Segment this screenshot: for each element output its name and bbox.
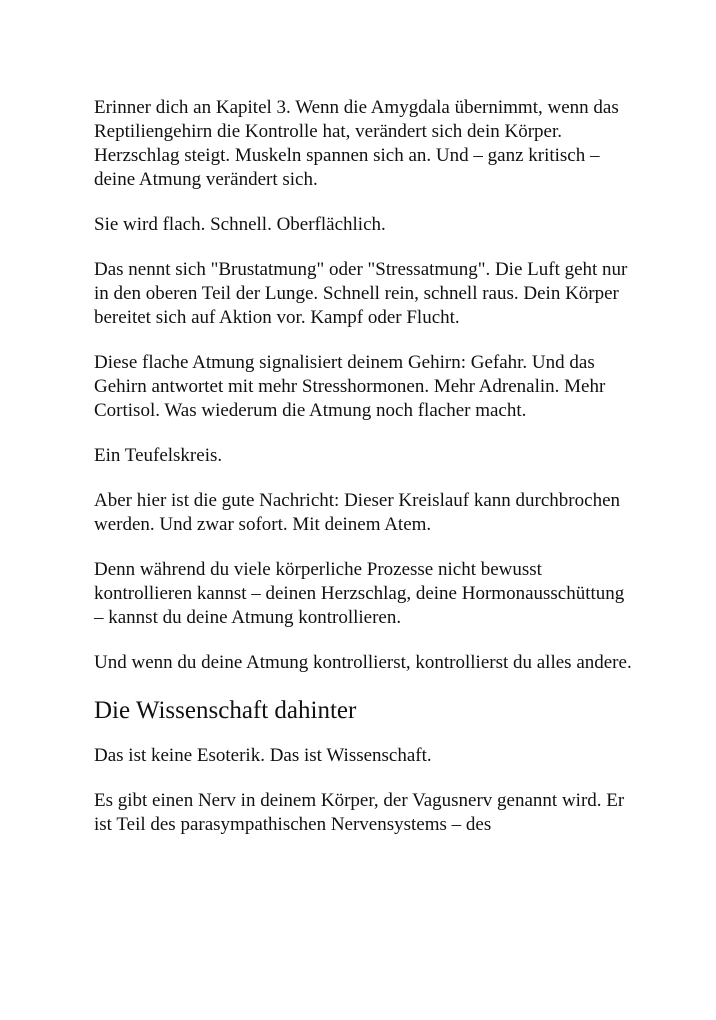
paragraph-kapitel-3: Erinner dich an Kapitel 3. Wenn die Amygdala übernimmt, wenn das Reptiliengehirn die Kontrolle hat, verändert sich dein Körper. Herzschlag steigt. Muskeln spannen sich an. Und – ganz kritisch – deine Atmung verändert sich. [94, 97, 619, 190]
paragraph-wissenschaft: Das ist keine Esoterik. Das ist Wissenschaft. [94, 745, 432, 766]
paragraph-alles-andere: Und wenn du deine Atmung kontrollierst, kontrollierst du alles andere. [94, 652, 632, 673]
paragraph-gute-nachricht: Aber hier ist die gute Nachricht: Dieser Kreislauf kann durchbrochen werden. Und zwar sofort. Mit deinem Atem. [94, 490, 620, 535]
paragraph-flach: Sie wird flach. Schnell. Oberflächlich. [94, 214, 386, 235]
paragraph-teufelskreis: Ein Teufelskreis. [94, 445, 223, 466]
paragraph-gefahr: Diese flache Atmung signalisiert deinem Gehirn: Gefahr. Und das Gehirn antwortet mit mehr Stresshormonen. Mehr Adrenalin. Mehr Cortisol. Was wiederum die Atmung noch flacher macht. [94, 352, 606, 421]
paragraph-brustatmung: Das nennt sich "Brustatmung" oder "Stressatmung". Die Luft geht nur in den oberen Teil der Lunge. Schnell rein, schnell raus. Dein Körper bereitet sich auf Aktion vor. Kampf oder Flucht. [94, 259, 628, 328]
section-heading: Die Wissenschaft dahinter [94, 697, 357, 724]
paragraph-kontrollieren: Denn während du viele körperliche Prozesse nicht bewusst kontrollieren kannst – deinen Herzschlag, deine Hormonausschüttung – kannst du deine Atmung kontrollieren. [94, 559, 625, 628]
paragraph-vagusnerv: Es gibt einen Nerv in deinem Körper, der Vagusnerv genannt wird. Er ist Teil des parasympathischen Nervensystems – des [94, 790, 625, 835]
document-body [94, 96, 634, 858]
